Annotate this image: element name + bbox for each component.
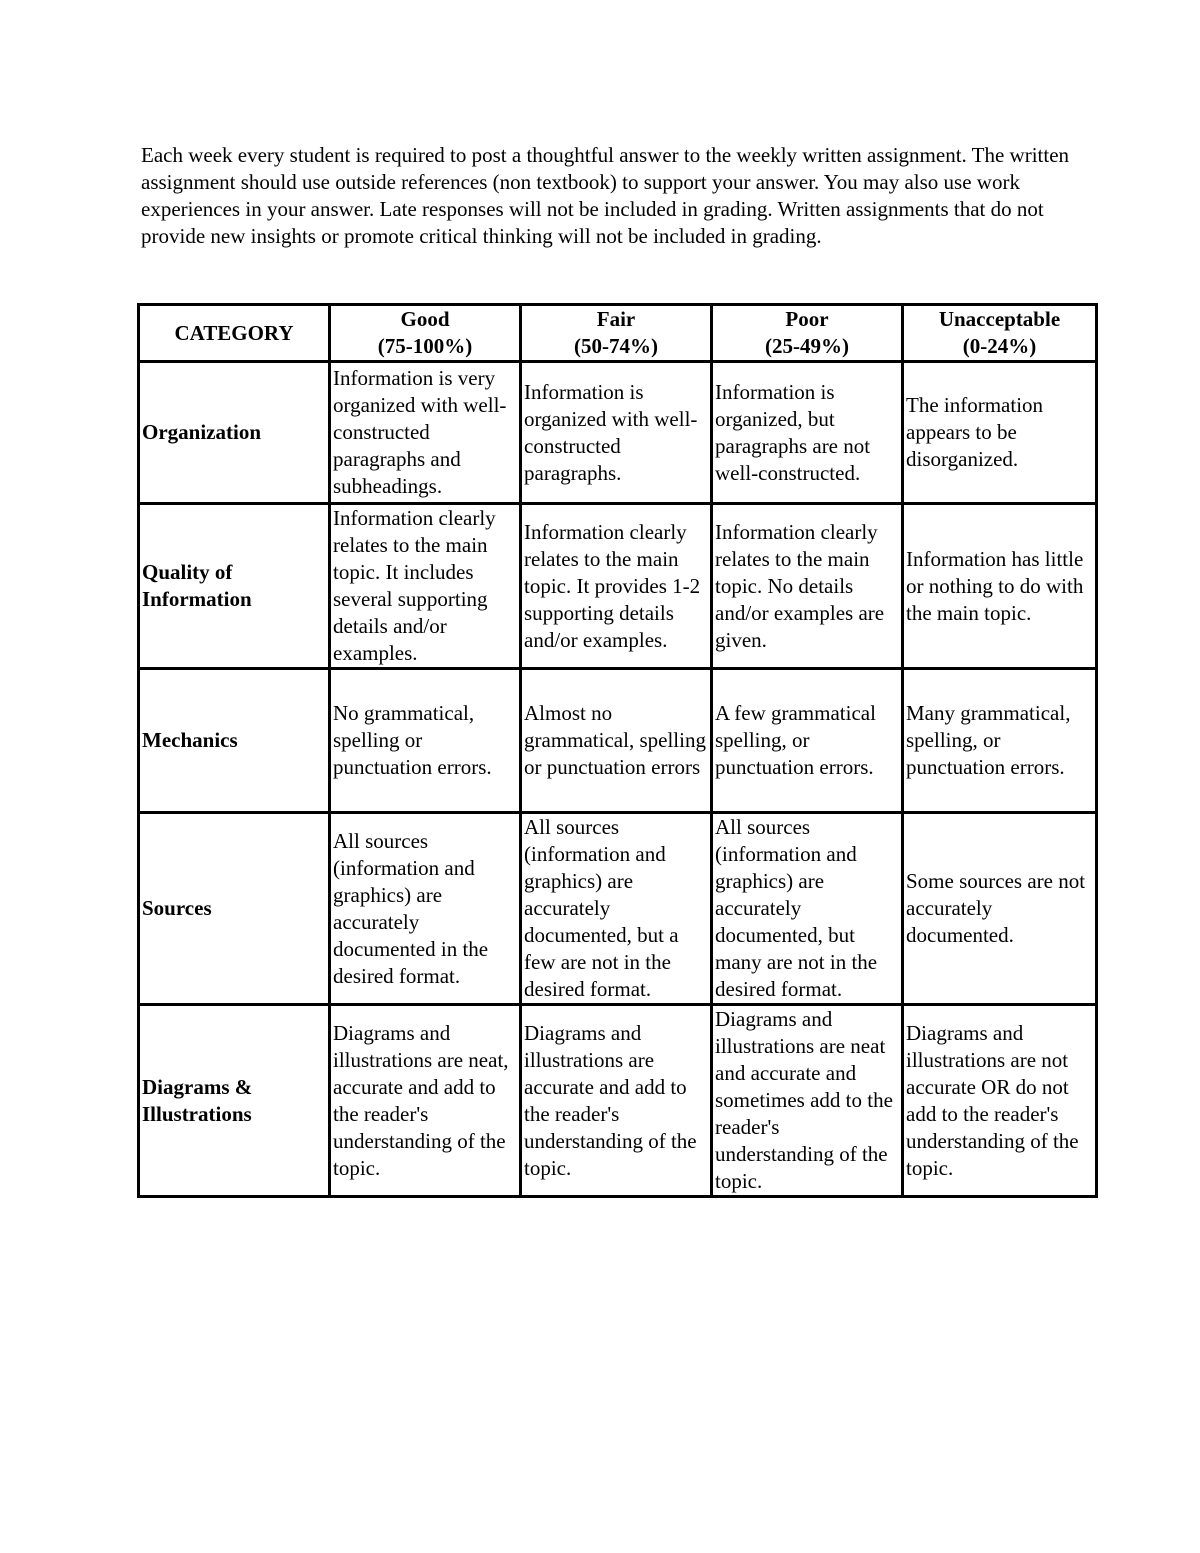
rubric-cell: Diagrams and illustrations are neat, accurate and add to the reader's understanding of the topic. — [330, 1005, 521, 1197]
rubric-cell: Information is organized, but paragraphs are not well-constructed. — [712, 362, 903, 504]
rubric-row-mechanics — [139, 669, 1097, 813]
level-header-unacceptable — [903, 305, 1097, 362]
level-name: Fair — [596, 307, 636, 331]
rubric-cell: Information clearly relates to the main topic. It provides 1-2 supporting details and/or examples. — [521, 504, 712, 669]
level-name: Good — [400, 307, 450, 331]
rubric-cell: Diagrams and illustrations are neat and accurate and sometimes add to the reader's understanding of the topic. — [712, 1005, 903, 1197]
category-header: CATEGORY — [139, 305, 330, 362]
level-range: (0-24%) — [962, 334, 1037, 358]
rubric-cell: Information is very organized with well-constructed paragraphs and subheadings. — [330, 362, 521, 504]
rubric-cell: All sources (information and graphics) are accurately documented in the desired format. — [330, 813, 521, 1005]
level-header-poor — [712, 305, 903, 362]
rubric-cell: Information clearly relates to the main topic. It includes several supporting details and/or examples. — [330, 504, 521, 669]
row-category-label: Diagrams & Illustrations — [139, 1005, 330, 1197]
level-name: Unacceptable — [938, 307, 1061, 331]
rubric-cell: No grammatical, spelling or punctuation errors. — [330, 669, 521, 813]
rubric-row-quality-of-information — [139, 504, 1097, 669]
level-header-good — [330, 305, 521, 362]
rubric-row-diagrams-illustrations — [139, 1005, 1097, 1197]
level-name: Poor — [785, 307, 829, 331]
level-header-fair — [521, 305, 712, 362]
rubric-cell: Almost no grammatical, spelling or punctuation errors — [521, 669, 712, 813]
rubric-cell: Diagrams and illustrations are not accurate OR do not add to the reader's understanding of the topic. — [903, 1005, 1097, 1197]
rubric-header-row — [139, 305, 1097, 362]
rubric-cell: A few grammatical spelling, or punctuation errors. — [712, 669, 903, 813]
rubric-cell: Information clearly relates to the main topic. No details and/or examples are given. — [712, 504, 903, 669]
rubric-cell: All sources (information and graphics) are accurately documented, but a few are not in the desired format. — [521, 813, 712, 1005]
grading-rubric-table — [137, 303, 1098, 1198]
rubric-cell: Many grammatical, spelling, or punctuation errors. — [903, 669, 1097, 813]
level-range: (25-49%) — [765, 334, 849, 358]
rubric-row-organization — [139, 362, 1097, 504]
row-category-label: Quality of Information — [139, 504, 330, 669]
rubric-cell: Some sources are not accurately documented. — [903, 813, 1097, 1005]
level-range: (50-74%) — [574, 334, 658, 358]
rubric-cell: All sources (information and graphics) are accurately documented, but many are not in the desired format. — [712, 813, 903, 1005]
level-range: (75-100%) — [377, 334, 473, 358]
row-category-label: Mechanics — [139, 669, 330, 813]
rubric-cell: Information has little or nothing to do with the main topic. — [903, 504, 1097, 669]
rubric-cell: Diagrams and illustrations are accurate and add to the reader's understanding of the topic. — [521, 1005, 712, 1197]
row-category-label: Organization — [139, 362, 330, 504]
rubric-cell: Information is organized with well-constructed paragraphs. — [521, 362, 712, 504]
rubric-cell: The information appears to be disorganized. — [903, 362, 1097, 504]
intro-paragraph: Each week every student is required to post a thoughtful answer to the weekly written assignment. The written assignment should use outside references (non textbook) to support your answer. You may also use work experiences in your answer. Late responses will not be included in grading. Written assignments that do not provide new insights or promote critical thinking will not be included in grading. — [141, 143, 1070, 248]
row-category-label: Sources — [139, 813, 330, 1005]
rubric-row-sources — [139, 813, 1097, 1005]
